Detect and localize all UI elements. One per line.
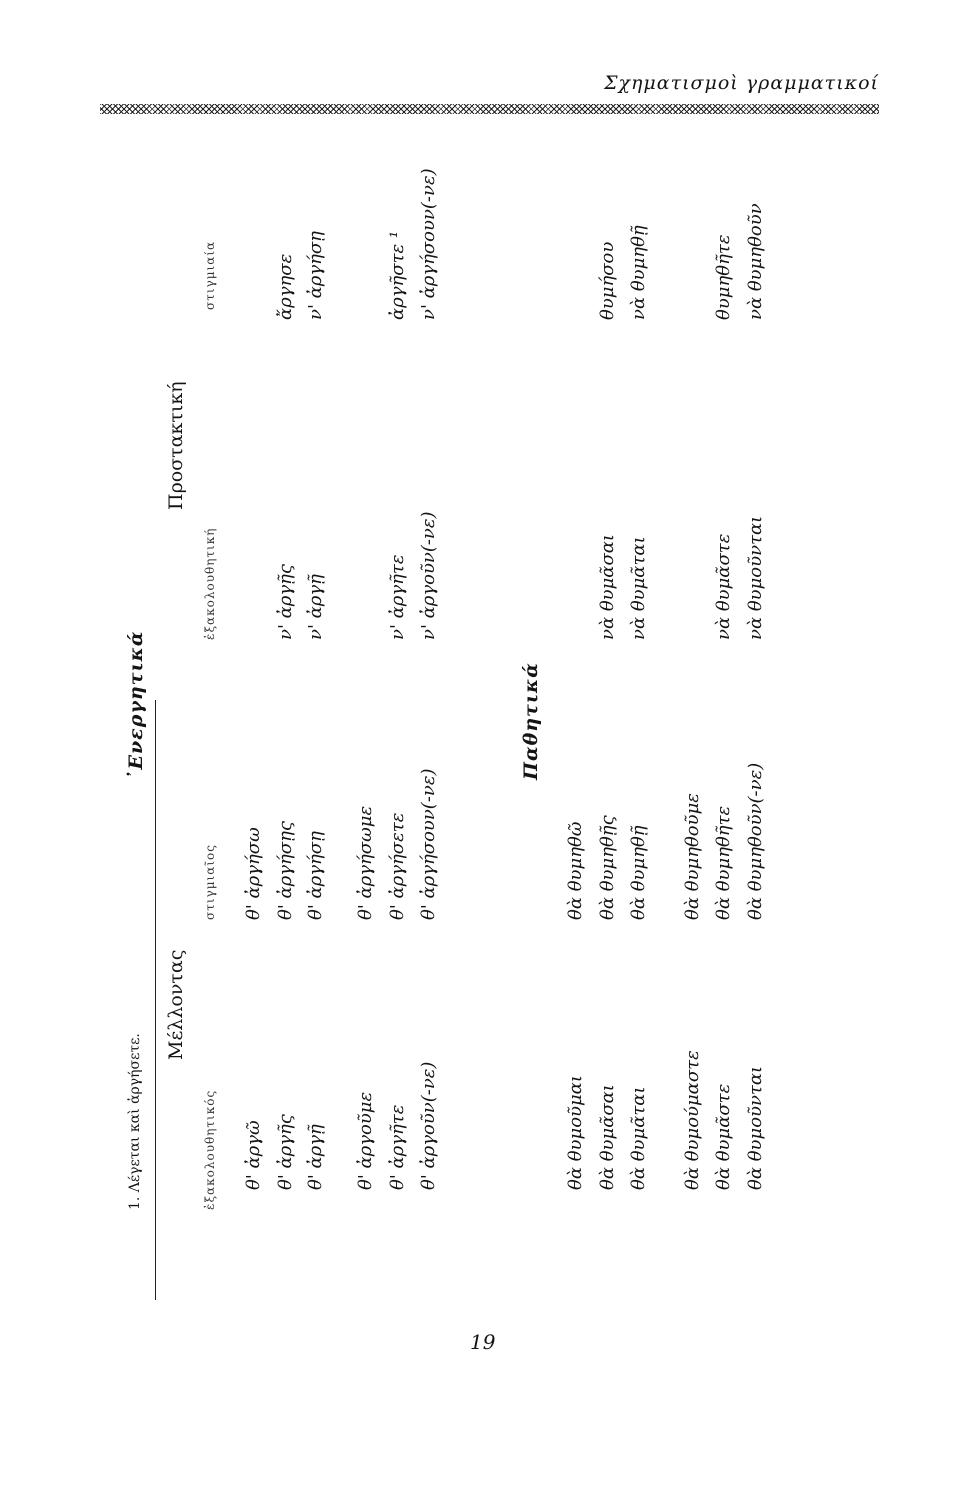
passive-future-continuous-1: θὰ θυμοῦμαι: [565, 1075, 586, 1190]
active-imperative-simple-2: ν' ἀργήσῃ: [305, 231, 326, 320]
passive-imperative-simple-2: νὰ θυμηθῇ: [628, 225, 649, 320]
passive-imperative-simple-4: νὰ θυμηθοῦν: [745, 203, 766, 320]
passive-future-simple-1: θὰ θυμηθῶ: [565, 821, 586, 920]
subheading-future-simple: στιγμιαῖος: [203, 844, 217, 920]
section-title-active: ᾿Ενεργητικά: [125, 630, 147, 780]
subheading-future-continuous: ἐξακολουθητικός: [203, 1089, 217, 1210]
rotated-conjugation-table: [125, 100, 825, 1300]
active-imperative-continuous-2: ν' ἀργῇ: [305, 574, 326, 640]
active-imperative-simple-1: ἄργησε: [275, 253, 296, 320]
passive-imperative-continuous-1: νὰ θυμᾶσαι: [597, 534, 618, 640]
passive-future-continuous-4: θὰ θυμούμαστε: [682, 1050, 703, 1190]
active-imperative-continuous-4: ν' ἀργοῦν(-νε): [418, 511, 439, 640]
active-imperative-continuous-1: ν' ἀργῇς: [275, 564, 296, 640]
passive-future-continuous-5: θὰ θυμᾶστε: [713, 1083, 734, 1190]
passive-imperative-simple-1: θυμήσου: [597, 241, 618, 320]
active-future-simple-6: θ' ἀργήσουν(-νε): [418, 768, 439, 920]
active-future-continuous-6: θ' ἀργοῦν(-νε): [418, 1061, 439, 1190]
active-future-simple-4: θ' ἀργήσωμε: [355, 805, 376, 920]
running-header: Σχηματισμοὶ γραμματικοί: [604, 72, 879, 94]
active-future-simple-1: θ' ἀργήσω: [243, 827, 264, 920]
subheading-imperative-continuous: ἐξακολουθητική: [203, 527, 217, 640]
passive-future-simple-3: θὰ θυμηθῇ: [628, 825, 649, 920]
active-future-simple-5: θ' ἀργήσετε: [387, 812, 408, 920]
passive-imperative-simple-3: θυμηθῆτε: [713, 234, 734, 320]
passive-future-simple-6: θὰ θυμηθοῦν(-νε): [745, 762, 766, 920]
passive-future-simple-5: θὰ θυμηθῆτε: [713, 805, 734, 920]
passive-imperative-continuous-2: νὰ θυμᾶται: [628, 536, 649, 640]
active-imperative-simple-4: ν' ἀργήσουν(-νε): [418, 168, 439, 320]
section-title-passive: Παθητικά: [520, 662, 542, 780]
passive-imperative-continuous-3: νὰ θυμᾶστε: [713, 533, 734, 640]
passive-future-simple-4: θὰ θυμηθοῦμε: [682, 793, 703, 920]
passive-imperative-continuous-4: νὰ θυμοῦνται: [745, 515, 766, 640]
active-future-continuous-2: θ' ἀργῆς: [275, 1114, 296, 1190]
active-imperative-simple-3: ἀργῆστε ¹: [387, 230, 408, 320]
passive-future-continuous-2: θὰ θυμᾶσαι: [597, 1084, 618, 1190]
active-future-simple-3: θ' ἀργήσῃ: [305, 831, 326, 920]
footnote-rule: [155, 700, 156, 1300]
active-future-continuous-3: θ' ἀργῇ: [305, 1124, 326, 1190]
page-number: 19: [470, 1330, 496, 1354]
footnote: 1. Λέγεται καὶ ἀργήσετε.: [127, 1033, 143, 1210]
passive-future-continuous-6: θὰ θυμοῦνται: [745, 1065, 766, 1190]
active-future-continuous-5: θ' ἀργῆτε: [387, 1104, 408, 1190]
passive-future-continuous-3: θὰ θυμᾶται: [628, 1086, 649, 1190]
heading-imperative: Προστακτική: [165, 381, 187, 510]
passive-future-simple-2: θὰ θυμηθῇς: [597, 815, 618, 920]
active-future-continuous-1: θ' ἀργῶ: [243, 1120, 264, 1190]
active-imperative-continuous-3: ν' ἀργῆτε: [387, 554, 408, 640]
active-future-simple-2: θ' ἀργήσῃς: [275, 821, 296, 920]
active-future-continuous-4: θ' ἀργοῦμε: [355, 1091, 376, 1190]
heading-future: Μέλλοντας: [165, 949, 187, 1060]
subheading-imperative-simple: στιγμιαία: [203, 240, 217, 310]
